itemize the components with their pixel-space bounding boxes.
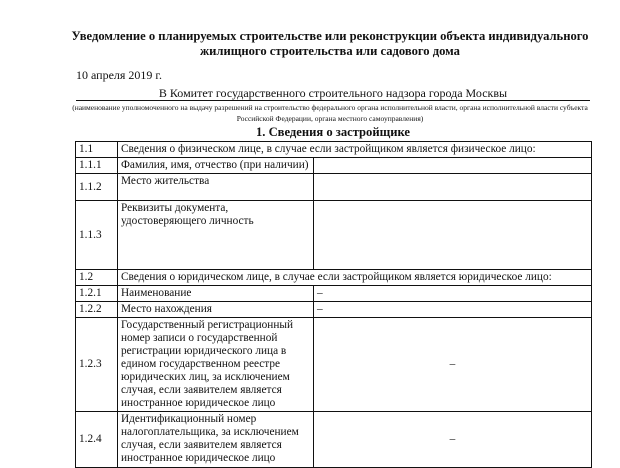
row-number: 1.1.2: [76, 174, 118, 201]
row-label: Место жительства: [118, 174, 314, 201]
row-label: Место нахождения: [118, 302, 314, 318]
addressee-note: (наименование уполномоченного на выдачу разрешений на строительство федерального органа исполнительной власти, органа исполнительной власти субъекта Российской Федерации, органа местного самоуправления): [72, 103, 588, 123]
document-date: 10 апреля 2019 г.: [76, 68, 162, 82]
table-row: [76, 201, 592, 270]
row-number: 1.1.1: [76, 158, 118, 174]
row-label: Сведения о юридическом лице, в случае если застройщиком является юридическое лицо:: [118, 270, 592, 286]
row-value: [314, 201, 592, 270]
row-value: [314, 174, 592, 201]
table-row: [76, 174, 592, 201]
row-label: Сведения о физическом лице, в случае если застройщиком является физическое лицо:: [118, 142, 592, 158]
row-value: –: [314, 302, 592, 318]
applicant-table: [75, 141, 592, 468]
row-number: 1.2.3: [76, 318, 118, 412]
row-number: 1.2.2: [76, 302, 118, 318]
row-number: 1.2.1: [76, 286, 118, 302]
row-value: –: [314, 286, 592, 302]
row-label: Реквизиты документа, удостоверяющего личность: [118, 201, 314, 270]
row-number: 1.1.3: [76, 201, 118, 270]
document-title: Уведомление о планируемых строительстве или реконструкции объекта индивидуального жилищного строительства или садового дома: [71, 29, 589, 58]
row-value: –: [314, 318, 592, 412]
table-row: [76, 270, 592, 286]
row-number: 1.2: [76, 270, 118, 286]
table-row: [76, 302, 592, 318]
row-number: 1.1: [76, 142, 118, 158]
row-value: –: [314, 412, 592, 468]
row-label: Идентификационный номер налогоплательщика, за исключением случая, если заявителем является иностранное юридическое лицо: [118, 412, 314, 468]
row-label: Фамилия, имя, отчество (при наличии): [118, 158, 314, 174]
table-row: [76, 158, 592, 174]
addressee-underline: [76, 100, 590, 101]
table-row: [76, 286, 592, 302]
table-row: [76, 412, 592, 468]
section-title: 1. Сведения о застройщике: [255, 125, 411, 139]
table-row: [76, 318, 592, 412]
row-label: Наименование: [118, 286, 314, 302]
table-row: [76, 142, 592, 158]
row-number: 1.2.4: [76, 412, 118, 468]
row-label: Государственный регистрационный номер записи о государственной регистрации юридического лица в едином государственном реестре юридических лиц, за исключением случая, если заявителем является иностранное юридическое лицо: [118, 318, 314, 412]
row-value: [314, 158, 592, 174]
addressee: В Комитет государственного строительного надзора города Москвы: [158, 86, 508, 100]
